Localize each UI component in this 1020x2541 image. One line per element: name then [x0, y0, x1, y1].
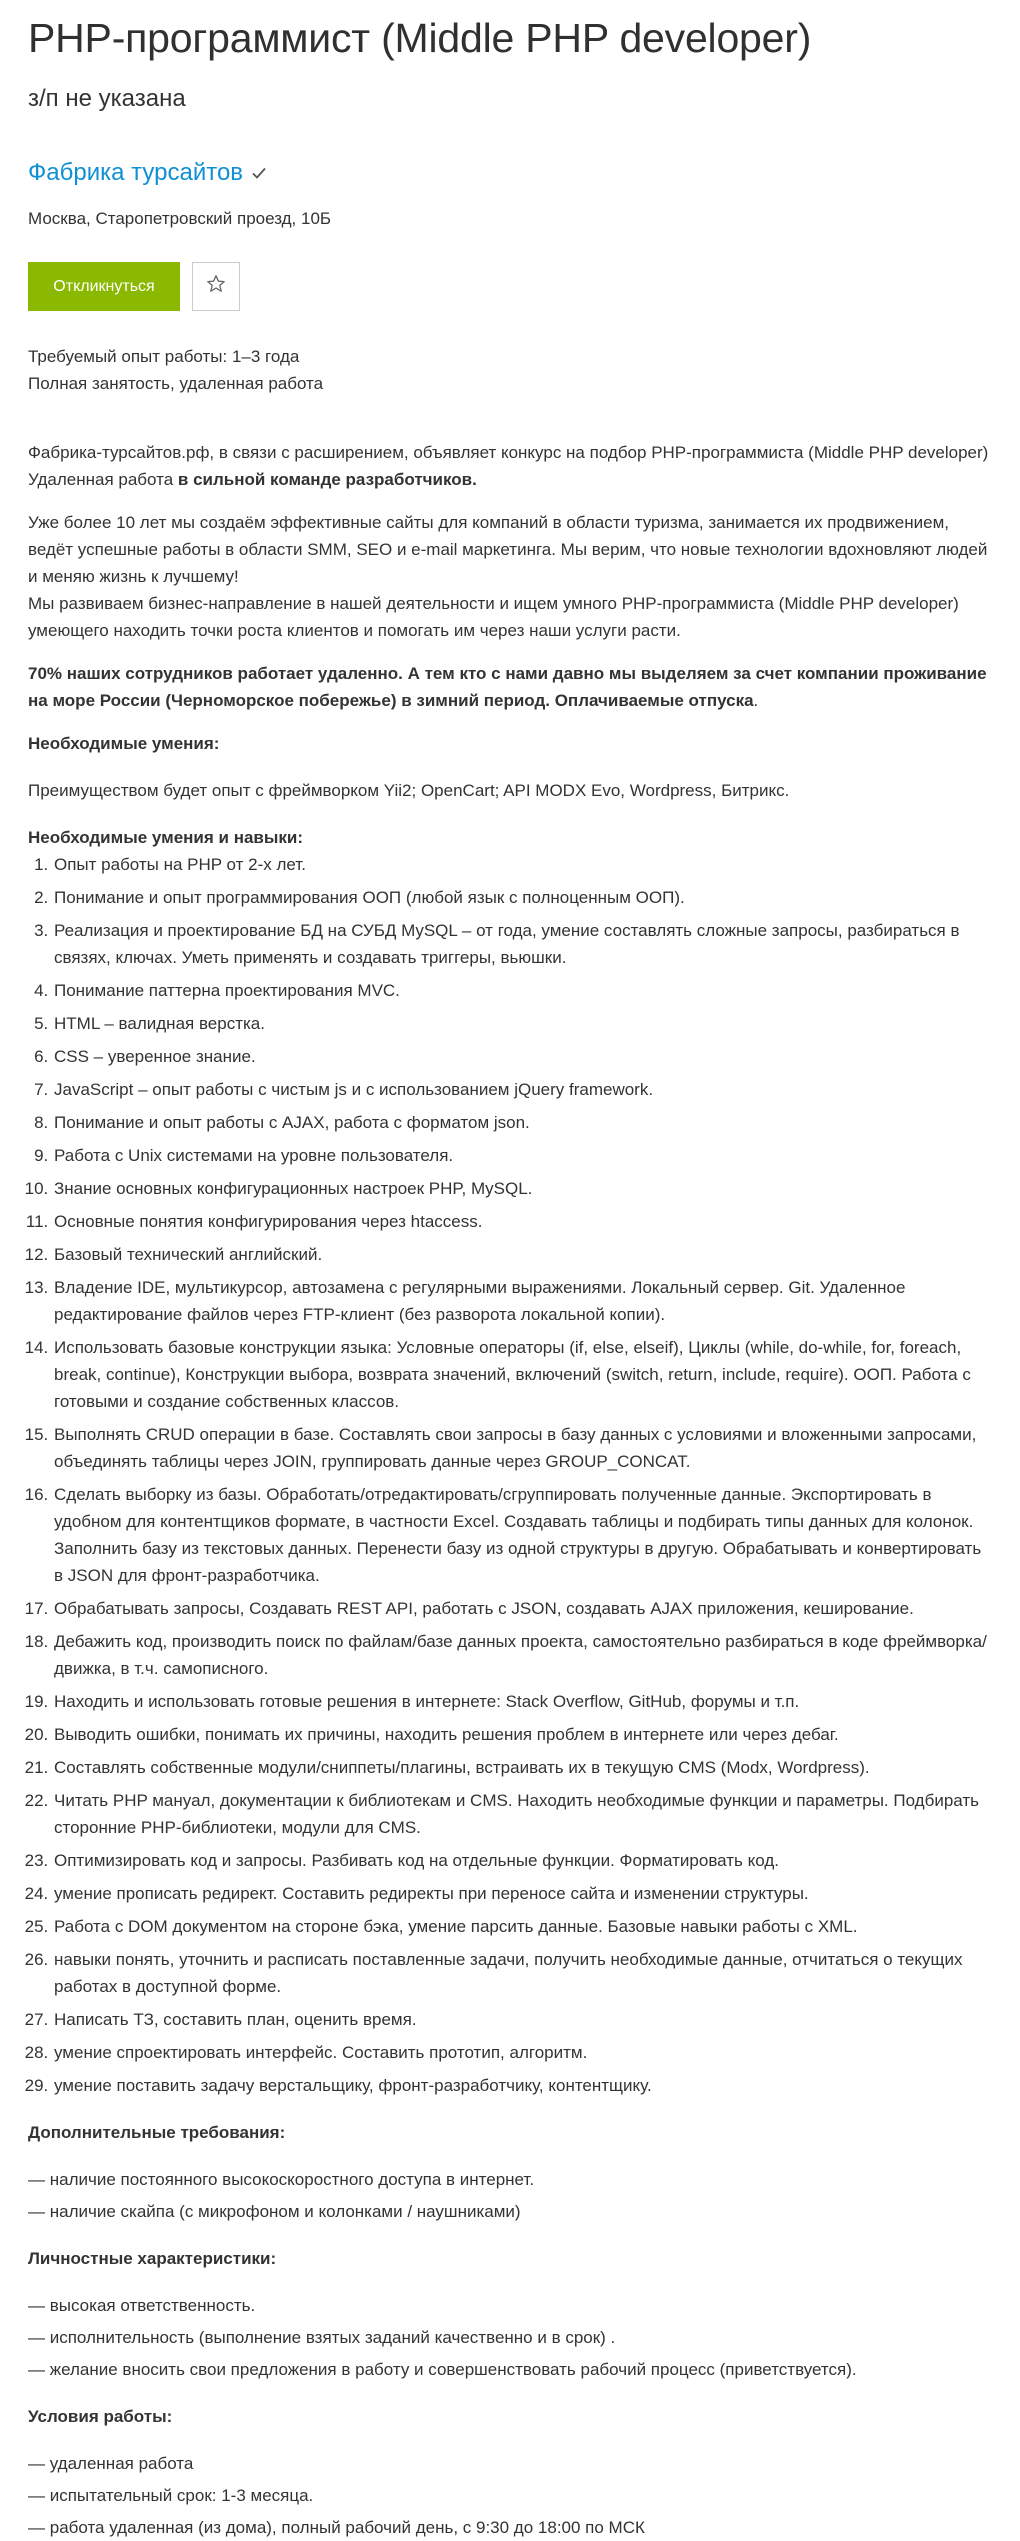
- list-item: 14. Использовать базовые конструкции языка: Условные операторы (if, else, elseif), Циклы (while, do-while, for, foreach, break, continue), Конструкции выбора, возврата значений, включений (switch, return, include, require). ООП. Работа с готовыми и создание собственных классов.: [53, 1334, 992, 1415]
- list-item: 24. умение прописать редирект. Составить редиректы при переносе сайта и изменении структуры.: [53, 1880, 992, 1907]
- experience: Требуемый опыт работы: 1–3 года: [28, 347, 300, 366]
- vacancy-title: PHP-программист (Middle PHP developer): [28, 15, 812, 61]
- company-link[interactable]: Фабрика турсайтов: [28, 159, 244, 186]
- favorite-button[interactable]: [192, 262, 240, 311]
- intro-text: Фабрика-турсайтов.рф, в связи с расширением, объявляет конкурс на подбор PHP-программиста (Middle PHP developer) Удаленная работа: [28, 443, 989, 489]
- apply-button[interactable]: Откликнуться: [28, 262, 180, 311]
- list-item: 13. Владение IDE, мультикурсор, автозамена с регулярными выражениями. Локальный сервер. Git. Удаленное редактирование файлов через FTP-клиент (без разворота локальной копии).: [53, 1274, 992, 1328]
- list-item: 22. Читать PHP мануал, документации к библиотекам и CMS. Находить необходимые функции и параметры. Подбирать сторонние PHP-библиотеки, модули для CMS.: [53, 1787, 992, 1841]
- skills2-heading: Необходимые умения и навыки:: [28, 828, 304, 847]
- personal-list: [28, 2292, 992, 2383]
- list-item: 29. умение поставить задачу верстальщику, фронт-разработчику, контентщику.: [53, 2072, 992, 2099]
- list-item: 9. Работа с Unix системами на уровне пользователя.: [53, 1142, 992, 1169]
- remote-end: .: [753, 691, 759, 710]
- list-item: 20. Выводить ошибки, понимать их причины, находить решения проблем в интернете или через дебаг.: [53, 1721, 992, 1748]
- list-item: 8. Понимание и опыт работы с AJAX, работа с форматом json.: [53, 1109, 992, 1136]
- list-item: 18. Дебажить код, производить поиск по файлам/базе данных проекта, самостоятельно разбираться в коде фреймворка/движка, в т.ч. самописного.: [53, 1628, 992, 1682]
- list-item: 2. Понимание и опыт программирования ООП (любой язык с полноценным ООП).: [53, 884, 992, 911]
- personal-heading: Личностные характеристики:: [28, 2249, 277, 2268]
- list-item: — наличие постоянного высокоскоростного доступа в интернет.: [28, 2166, 992, 2193]
- list-item: 27. Написать ТЗ, составить план, оценить время.: [53, 2006, 992, 2033]
- company-block: [28, 156, 992, 190]
- list-item: 25. Работа с DOM документом на стороне бэка, умение парсить данные. Базовые навыки работы с XML.: [53, 1913, 992, 1940]
- list-item: 7. JavaScript – опыт работы с чистым js и с использованием jQuery framework.: [53, 1076, 992, 1103]
- list-item: 15. Выполнять CRUD операции в базе. Составлять свои запросы в базу данных с условиями и вложенными запросами, объединять таблицы через JOIN, группировать данные через GROUP_CONCAT.: [53, 1421, 992, 1475]
- conditions-heading: Условия работы:: [28, 2407, 173, 2426]
- list-item: 3. Реализация и проектирование БД на СУБД MySQL – от года, умение составлять сложные запросы, разбираться в связях, ключах. Уметь применять и создавать триггеры, вьюшки.: [53, 917, 992, 971]
- list-item: — желание вносить свои предложения в работу и совершенствовать рабочий процесс (приветствуется).: [28, 2356, 992, 2383]
- list-item: 5. HTML – валидная верстка.: [53, 1010, 992, 1037]
- star-outline-icon: [206, 274, 226, 299]
- about-text-2: Мы развиваем бизнес-направление в нашей деятельности и ищем умного PHP-программиста (Middle PHP developer) умеющего находить точки роста клиентов и помогать им через наши услуги расти.: [28, 594, 959, 640]
- list-item: 17. Обрабатывать запросы, Создавать REST API, работать с JSON, создавать AJAX приложения, кеширование.: [53, 1595, 992, 1622]
- salary: з/п не указана: [28, 85, 186, 112]
- list-item: 10. Знание основных конфигурационных настроек PHP, MySQL.: [53, 1175, 992, 1202]
- extra-heading: Дополнительные требования:: [28, 2123, 286, 2142]
- about-paragraph: [28, 509, 992, 644]
- list-item: — исполнительность (выполнение взятых заданий качественно и в срок) .: [28, 2324, 992, 2351]
- list-item: 16. Сделать выборку из базы. Обработать/отредактировать/сгруппировать полученные данные. Экспортировать в удобном для контентщиков формате, в частности Excel. Создавать таблицы и подбирать типы данных для колонок. Заполнить базу из текстовых данных. Перенести базу из одной структуры в другую. Обрабатывать и конвертировать в JSON для фронт-разработчика.: [53, 1481, 992, 1589]
- skills-text: Преимуществом будет опыт с фреймворком Yii2; OpenCart; API MODX Evo, Wordpress, Битрикс.: [28, 781, 790, 800]
- list-item: 21. Составлять собственные модули/сниппеты/плагины, встраивать их в текущую CMS (Modx, Wordpress).: [53, 1754, 992, 1781]
- vacancy-description: [0, 439, 1020, 2541]
- conditions-list: [28, 2450, 992, 2541]
- list-item: — работа удаленная (из дома), полный рабочий день, с 9:30 до 18:00 по МСК: [28, 2514, 992, 2541]
- about-text-1: Уже более 10 лет мы создаём эффективные сайты для компаний в области туризма, занимается их продвижением, ведёт успешные работы в области SMM, SEO и e-mail маркетинга. Мы верим, что новые технологии вдохновляют людей и меняю жизнь к лучшему!: [28, 513, 988, 586]
- list-item: 6. CSS – уверенное знание.: [53, 1043, 992, 1070]
- list-item: — удаленная работа: [28, 2450, 992, 2477]
- list-item: — высокая ответственность.: [28, 2292, 992, 2319]
- company-address: Москва, Старопетровский проезд, 10Б: [28, 209, 332, 228]
- list-item: 19. Находить и использовать готовые решения в интернете: Stack Overflow, GitHub, форумы и т.п.: [53, 1688, 992, 1715]
- list-item: 26. навыки понять, уточнить и расписать поставленные задачи, получить необходимые данные, отчитаться о текущих работах в доступной форме.: [53, 1946, 992, 2000]
- list-item: — испытательный срок: 1-3 месяца.: [28, 2482, 992, 2509]
- list-item: 11. Основные понятия конфигурирования через htaccess.: [53, 1208, 992, 1235]
- verified-check-icon: [251, 165, 267, 181]
- intro-paragraph: [28, 439, 992, 493]
- vacancy-meta: [28, 343, 992, 397]
- vacancy-actions: [28, 262, 992, 311]
- list-item: 1. Опыт работы на PHP от 2-х лет.: [53, 851, 992, 878]
- list-item: 28. умение спроектировать интерфейс. Составить прототип, алгоритм.: [53, 2039, 992, 2066]
- list-item: 12. Базовый технический английский.: [53, 1241, 992, 1268]
- employment: Полная занятость, удаленная работа: [28, 374, 324, 393]
- skills-list: [28, 851, 992, 2099]
- list-item: 23. Оптимизировать код и запросы. Разбивать код на отдельные функции. Форматировать код.: [53, 1847, 992, 1874]
- remote-paragraph: [28, 660, 992, 714]
- intro-bold: в сильной команде разработчиков.: [177, 470, 477, 489]
- skills-heading: Необходимые умения:: [28, 734, 220, 753]
- extra-list: [28, 2166, 992, 2225]
- vacancy-header: [0, 0, 1020, 397]
- list-item: 4. Понимание паттерна проектирования MVC.: [53, 977, 992, 1004]
- remote-bold: 70% наших сотрудников работает удаленно. А тем кто с нами давно мы выделяем за счет компании проживание на море России (Черноморское побережье) в зимний период. Оплачиваемые отпуска: [28, 664, 987, 710]
- list-item: — наличие скайпа (с микрофоном и колонками / наушниками): [28, 2198, 992, 2225]
